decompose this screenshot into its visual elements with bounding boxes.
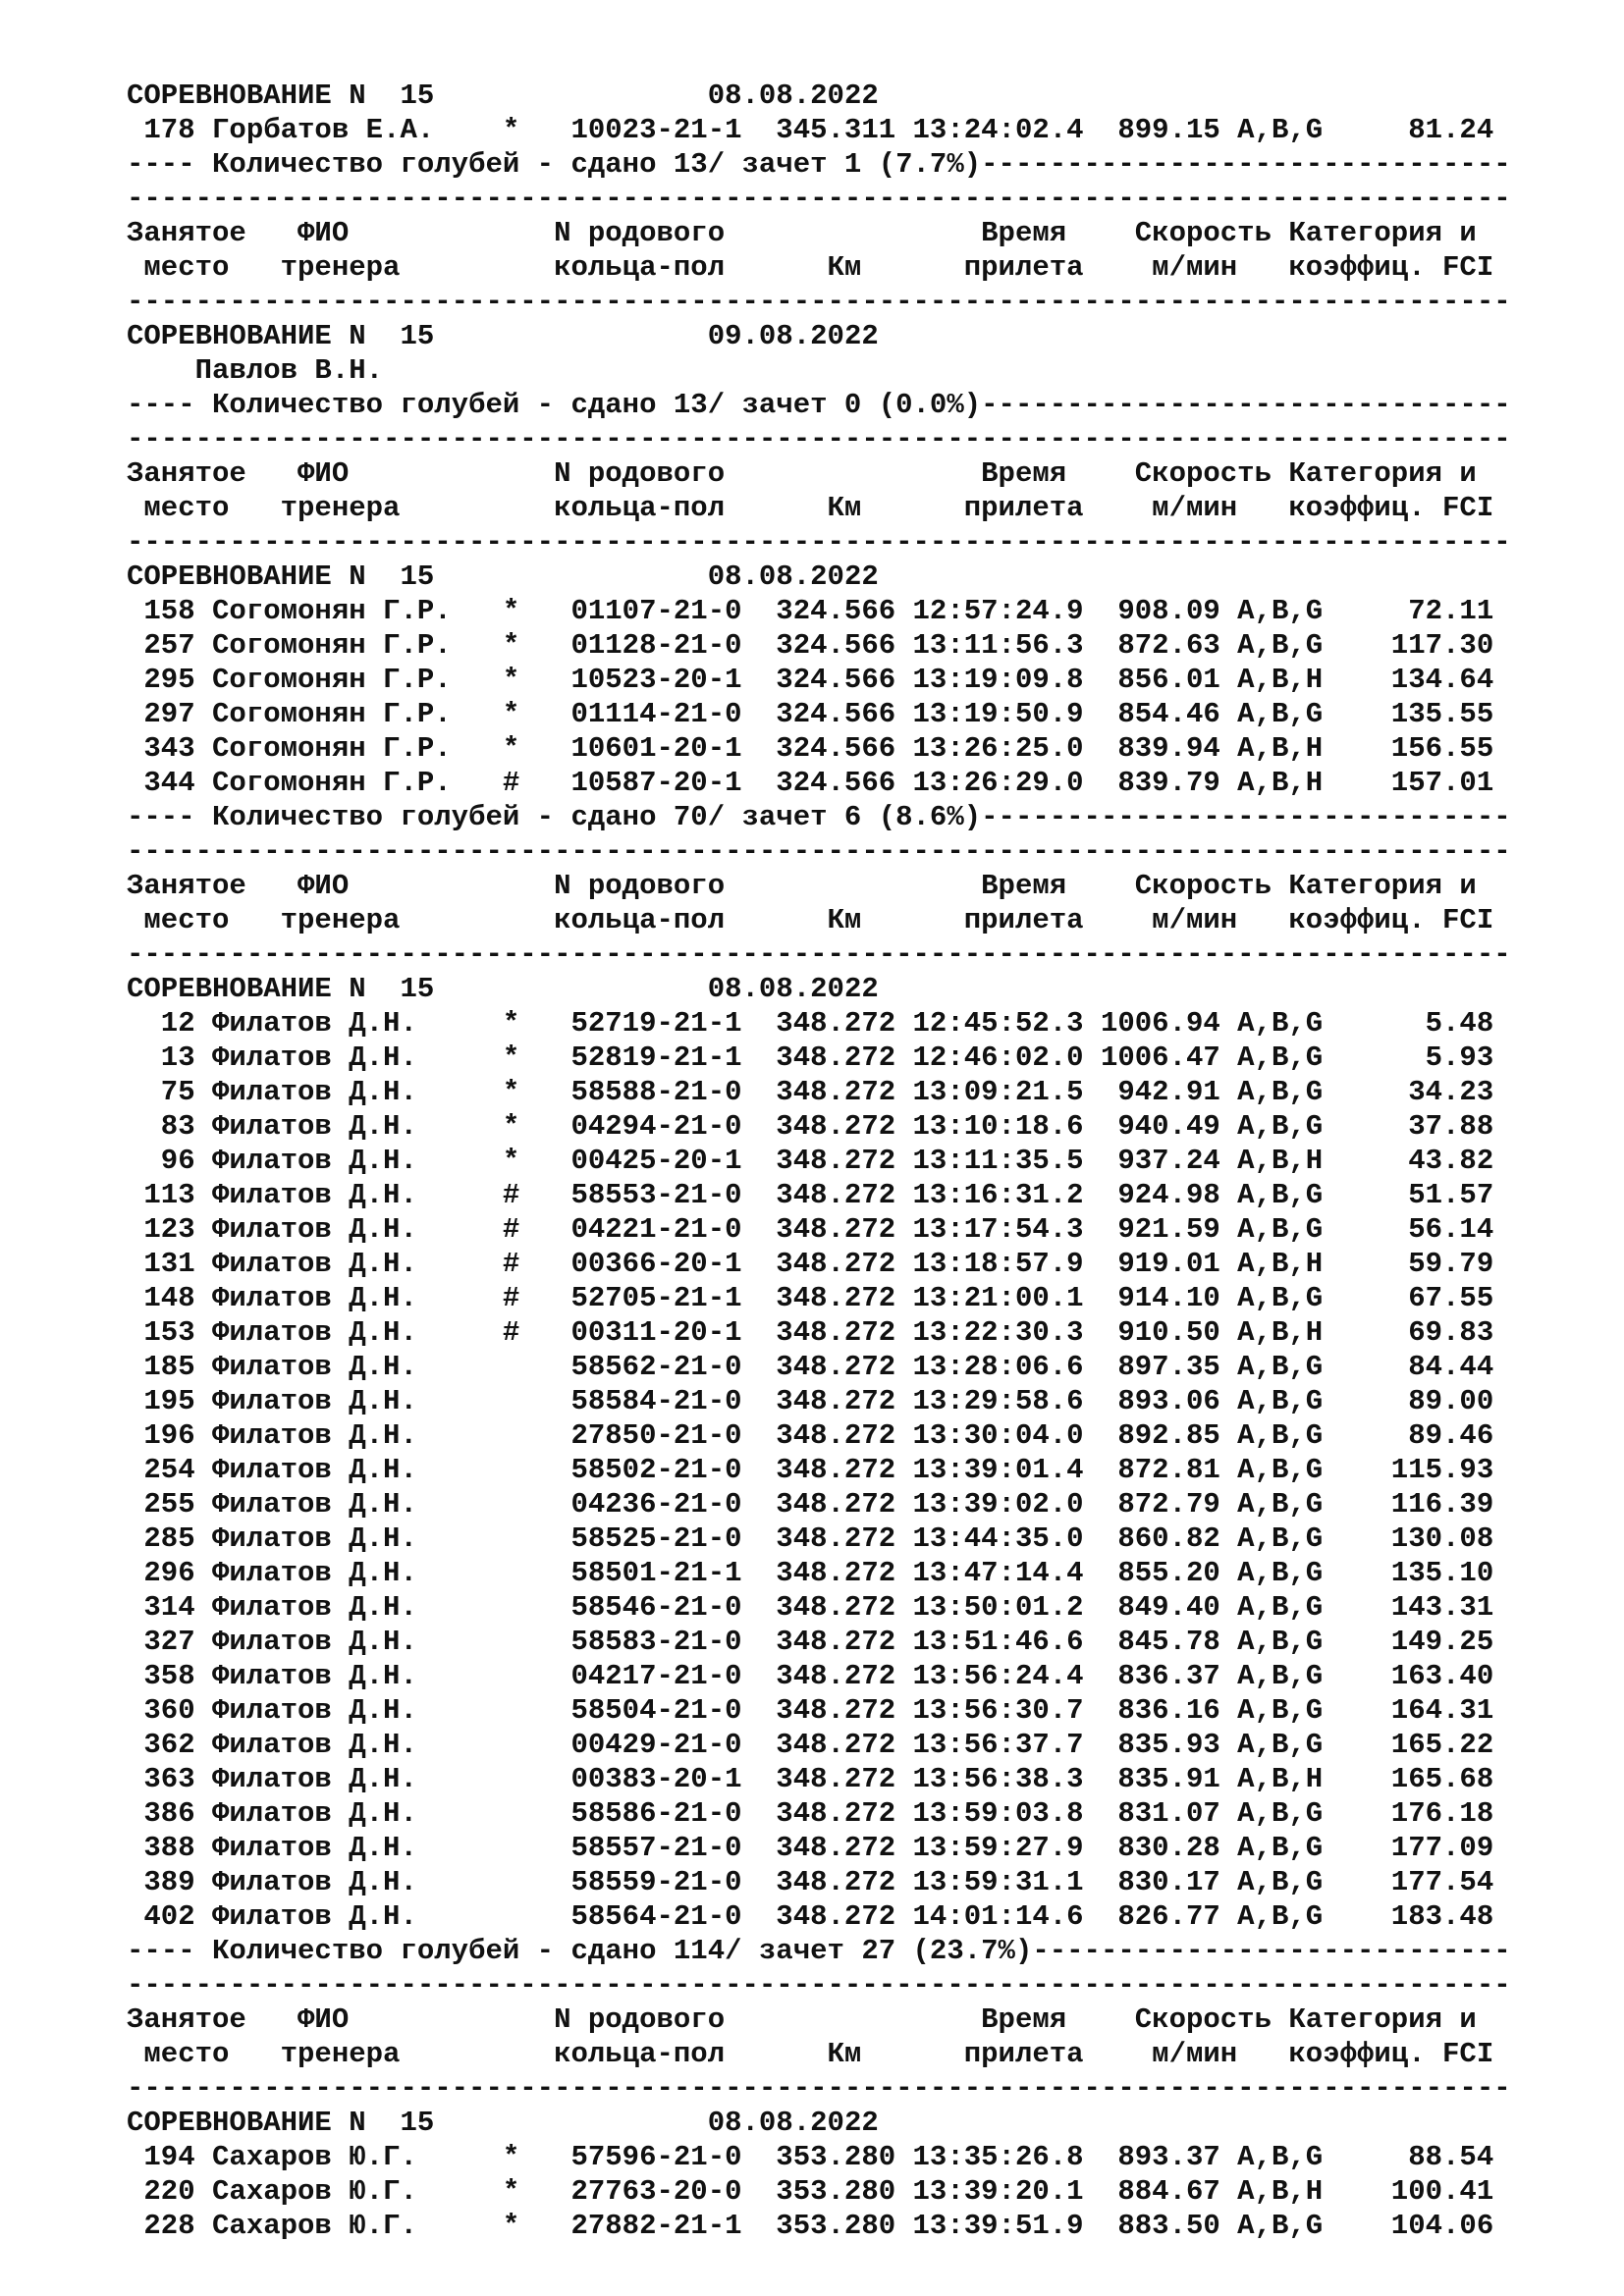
column-header-line-2: место тренера кольца-пол Км прилета м/мин коэффиц. FCI (127, 904, 1494, 936)
competition-title-line (127, 972, 1511, 1006)
competition-section (127, 972, 1511, 2106)
result-row: 327 Филатов Д.Н. 58583-21-0 348.272 13:51:46.6 845.78 A,B,G 149.25 (127, 1626, 1494, 1658)
result-row: 296 Филатов Д.Н. 58501-21-1 348.272 13:47:14.4 855.20 A,B,G 135.10 (127, 1557, 1494, 1589)
spacer (434, 561, 707, 593)
result-row: 13 Филатов Д.Н. * 52819-21-1 348.272 12:46:02.0 1006.47 A,B,G 5.93 (127, 1041, 1494, 1074)
result-row: 358 Филатов Д.Н. 04217-21-0 348.272 13:56:24.4 836.37 A,B,G 163.40 (127, 1660, 1494, 1692)
result-row: 131 Филатов Д.Н. # 00366-20-1 348.272 13:18:57.9 919.01 A,B,H 59.79 (127, 1248, 1494, 1280)
column-header-line-2: место тренера кольца-пол Км прилета м/мин коэффиц. FCI (127, 2038, 1494, 2070)
competition-title: СОРЕВНОВАНИЕ N 15 (127, 320, 435, 352)
competition-title: СОРЕВНОВАНИЕ N 15 (127, 561, 435, 593)
competition-date: 09.08.2022 (707, 320, 879, 352)
spacer (434, 80, 707, 112)
result-row: 185 Филатов Д.Н. 58562-21-0 348.272 13:28:06.6 897.35 A,B,G 84.44 (127, 1351, 1494, 1383)
result-row: 228 Сахаров Ю.Г. * 27882-21-1 353.280 13:39:51.9 883.50 A,B,G 104.06 (127, 2210, 1494, 2242)
result-row: 113 Филатов Д.Н. # 58553-21-0 348.272 13:16:31.2 924.98 A,B,G 51.57 (127, 1179, 1494, 1211)
competition-title: СОРЕВНОВАНИЕ N 15 (127, 2107, 435, 2139)
result-row: 255 Филатов Д.Н. 04236-21-0 348.272 13:39:02.0 872.79 A,B,G 116.39 (127, 1488, 1494, 1521)
column-header-line-1: Занятое ФИО N родового Время Скорость Категория и (127, 870, 1477, 902)
result-row: 178 Горбатов Е.А. * 10023-21-1 345.311 13:24:02.4 899.15 A,B,G 81.24 (127, 114, 1494, 146)
result-row: 402 Филатов Д.Н. 58564-21-0 348.272 14:01:14.6 826.77 A,B,G 183.48 (127, 1900, 1494, 1933)
result-row: 344 Согомонян Г.Р. # 10587-20-1 324.566 13:26:29.0 839.79 A,B,H 157.01 (127, 767, 1494, 799)
competition-date: 08.08.2022 (707, 2107, 879, 2139)
competition-title-line (127, 319, 1511, 353)
spacer (434, 2107, 707, 2139)
separator-line: --------------------------------------------------------------------------------- (127, 2072, 1511, 2105)
separator-line: --------------------------------------------------------------------------------- (127, 183, 1511, 215)
competition-title-line (127, 560, 1511, 594)
result-row: 123 Филатов Д.Н. # 04221-21-0 348.272 13:17:54.3 921.59 A,B,G 56.14 (127, 1213, 1494, 1246)
result-row: 83 Филатов Д.Н. * 04294-21-0 348.272 13:10:18.6 940.49 A,B,G 37.88 (127, 1110, 1494, 1143)
result-row: 389 Филатов Д.Н. 58559-21-0 348.272 13:59:31.1 830.17 A,B,G 177.54 (127, 1866, 1494, 1898)
result-row: 220 Сахаров Ю.Г. * 27763-20-0 353.280 13:39:20.1 884.67 A,B,H 100.41 (127, 2175, 1494, 2208)
spacer (434, 320, 707, 352)
result-row: 148 Филатов Д.Н. # 52705-21-1 348.272 13:21:00.1 914.10 A,B,G 67.55 (127, 1282, 1494, 1314)
separator-line: --------------------------------------------------------------------------------- (127, 286, 1511, 318)
competition-date: 08.08.2022 (707, 80, 879, 112)
summary-line: ---- Количество голубей - сдано 114/ зачет 27 (23.7%)---------------------------- (127, 1935, 1511, 1967)
result-row: 386 Филатов Д.Н. 58586-21-0 348.272 13:59:03.8 831.07 A,B,G 176.18 (127, 1797, 1494, 1830)
result-row: 314 Филатов Д.Н. 58546-21-0 348.272 13:50:01.2 849.40 A,B,G 143.31 (127, 1591, 1494, 1624)
result-row: 12 Филатов Д.Н. * 52719-21-1 348.272 12:45:52.3 1006.94 A,B,G 5.48 (127, 1007, 1494, 1040)
competition-title-line (127, 2106, 1511, 2140)
result-row: 196 Филатов Д.Н. 27850-21-0 348.272 13:30:04.0 892.85 A,B,G 89.46 (127, 1419, 1494, 1452)
result-row: 388 Филатов Д.Н. 58557-21-0 348.272 13:59:27.9 830.28 A,B,G 177.09 (127, 1832, 1494, 1864)
competition-section (127, 319, 1511, 560)
summary-line: ---- Количество голубей - сдано 70/ зачет 6 (8.6%)------------------------------- (127, 801, 1511, 833)
competition-date: 08.08.2022 (707, 561, 879, 593)
separator-line: --------------------------------------------------------------------------------- (127, 835, 1511, 868)
competition-section (127, 79, 1511, 319)
competition-title-line (127, 79, 1511, 113)
column-header-line-2: место тренера кольца-пол Км прилета м/мин коэффиц. FCI (127, 251, 1494, 284)
separator-line: --------------------------------------------------------------------------------- (127, 1969, 1511, 2002)
competition-section (127, 2106, 1511, 2243)
separator-line: --------------------------------------------------------------------------------- (127, 423, 1511, 455)
result-row: 158 Согомонян Г.Р. * 01107-21-0 324.566 12:57:24.9 908.09 A,B,G 72.11 (127, 595, 1494, 627)
competition-title: СОРЕВНОВАНИЕ N 15 (127, 80, 435, 112)
trainer-name-line: Павлов В.Н. (127, 354, 384, 387)
result-row: 254 Филатов Д.Н. 58502-21-0 348.272 13:39:01.4 872.81 A,B,G 115.93 (127, 1454, 1494, 1486)
competition-title: СОРЕВНОВАНИЕ N 15 (127, 973, 435, 1005)
competition-date: 08.08.2022 (707, 973, 879, 1005)
result-row: 362 Филатов Д.Н. 00429-21-0 348.272 13:56:37.7 835.93 A,B,G 165.22 (127, 1729, 1494, 1761)
competition-section (127, 560, 1511, 972)
column-header-line-1: Занятое ФИО N родового Время Скорость Категория и (127, 217, 1477, 249)
separator-line: --------------------------------------------------------------------------------- (127, 526, 1511, 559)
result-row: 343 Согомонян Г.Р. * 10601-20-1 324.566 13:26:25.0 839.94 A,B,H 156.55 (127, 732, 1494, 765)
result-row: 194 Сахаров Ю.Г. * 57596-21-0 353.280 13:35:26.8 893.37 A,B,G 88.54 (127, 2141, 1494, 2173)
result-row: 153 Филатов Д.Н. # 00311-20-1 348.272 13:22:30.3 910.50 A,B,H 69.83 (127, 1316, 1494, 1349)
column-header-line-2: место тренера кольца-пол Км прилета м/мин коэффиц. FCI (127, 492, 1494, 524)
result-row: 285 Филатов Д.Н. 58525-21-0 348.272 13:44:35.0 860.82 A,B,G 130.08 (127, 1522, 1494, 1555)
result-row: 75 Филатов Д.Н. * 58588-21-0 348.272 13:09:21.5 942.91 A,B,G 34.23 (127, 1076, 1494, 1108)
result-row: 195 Филатов Д.Н. 58584-21-0 348.272 13:29:58.6 893.06 A,B,G 89.00 (127, 1385, 1494, 1417)
spacer (434, 973, 707, 1005)
result-row: 297 Согомонян Г.Р. * 01114-21-0 324.566 13:19:50.9 854.46 A,B,G 135.55 (127, 698, 1494, 730)
result-row: 360 Филатов Д.Н. 58504-21-0 348.272 13:56:30.7 836.16 A,B,G 164.31 (127, 1694, 1494, 1727)
separator-line: --------------------------------------------------------------------------------- (127, 938, 1511, 971)
summary-line: ---- Количество голубей - сдано 13/ зачет 1 (7.7%)------------------------------- (127, 148, 1511, 181)
result-row: 96 Филатов Д.Н. * 00425-20-1 348.272 13:11:35.5 937.24 A,B,H 43.82 (127, 1145, 1494, 1177)
result-row: 363 Филатов Д.Н. 00383-20-1 348.272 13:56:38.3 835.91 A,B,H 165.68 (127, 1763, 1494, 1795)
result-row: 295 Согомонян Г.Р. * 10523-20-1 324.566 13:19:09.8 856.01 A,B,H 134.64 (127, 664, 1494, 696)
column-header-line-1: Занятое ФИО N родового Время Скорость Категория и (127, 457, 1477, 490)
results-document (127, 79, 1511, 2243)
column-header-line-1: Занятое ФИО N родового Время Скорость Категория и (127, 2003, 1477, 2036)
summary-line: ---- Количество голубей - сдано 13/ зачет 0 (0.0%)------------------------------- (127, 389, 1511, 421)
result-row: 257 Согомонян Г.Р. * 01128-21-0 324.566 13:11:56.3 872.63 A,B,G 117.30 (127, 629, 1494, 662)
